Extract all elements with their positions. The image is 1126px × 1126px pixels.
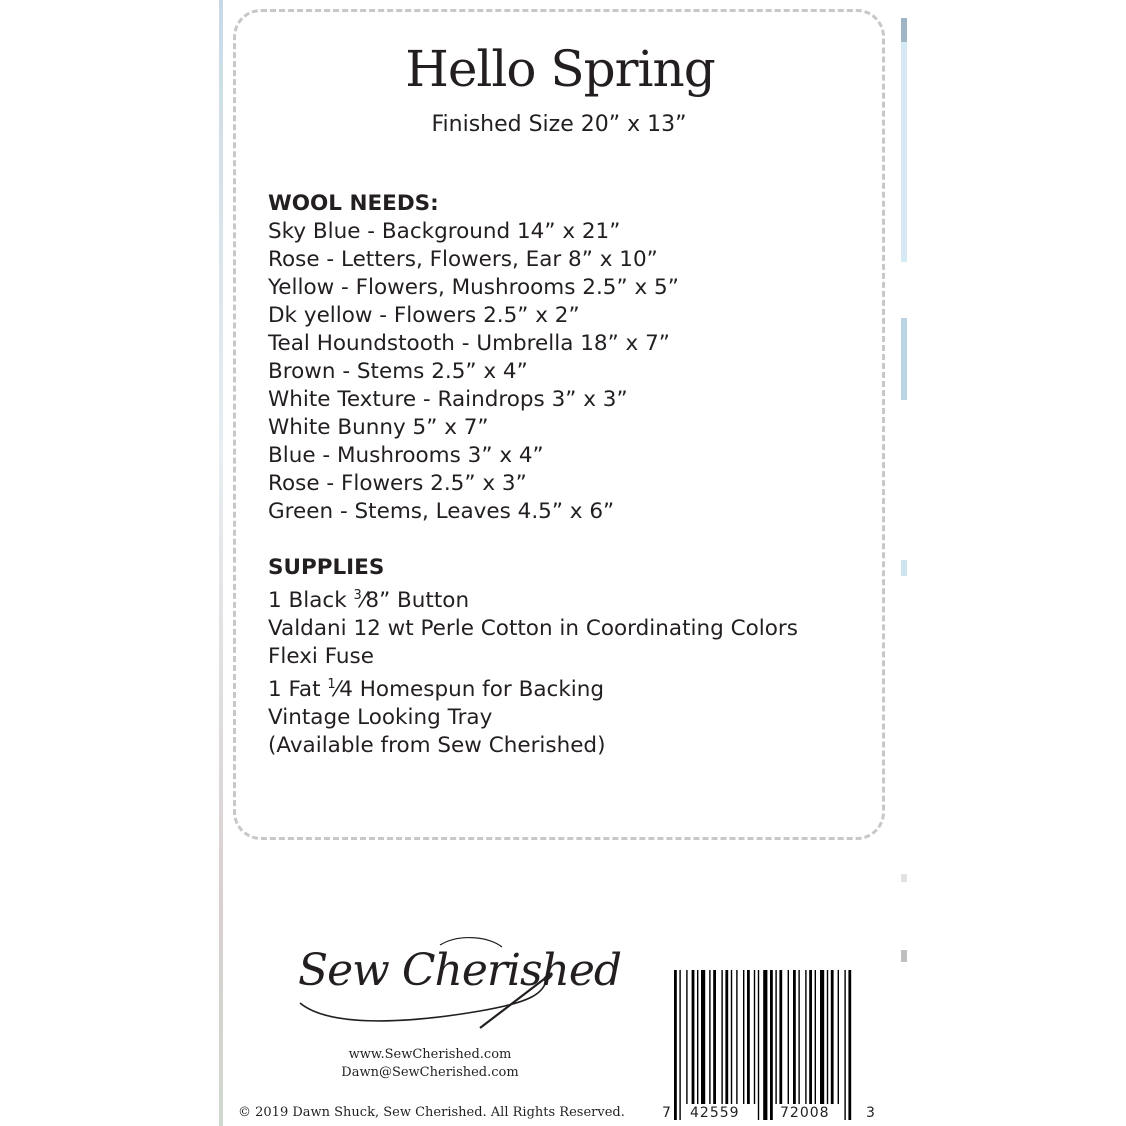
supply-text: 1 Fat bbox=[268, 677, 328, 703]
fraction-denominator: ⁄8” Button bbox=[361, 588, 470, 614]
sew-cherished-logo bbox=[290, 933, 622, 1033]
barcode-bar bbox=[815, 970, 816, 1104]
barcode-bar bbox=[779, 970, 782, 1104]
barcode-bar bbox=[736, 970, 737, 1104]
wool-item: White Bunny 5” x 7” bbox=[268, 415, 489, 440]
website-link: www.SewCherished.com bbox=[348, 1047, 512, 1062]
email-address: Dawn@SewCherished.com bbox=[341, 1065, 519, 1080]
barcode-bar bbox=[679, 970, 680, 1120]
wool-item: Yellow - Flowers, Mushrooms 2.5” x 5” bbox=[268, 275, 679, 300]
barcode-digits-right: 72008 bbox=[780, 1105, 830, 1121]
barcode-digit-last: 3 bbox=[866, 1105, 876, 1121]
supplies-heading: SUPPLIES bbox=[268, 555, 385, 580]
supply-item: Vintage Looking Tray bbox=[268, 705, 493, 731]
barcode-bar bbox=[743, 970, 744, 1104]
barcode-bar bbox=[701, 970, 705, 1104]
barcode-bar bbox=[763, 970, 767, 1120]
barcode-bar bbox=[844, 970, 845, 1120]
logo-wordmark: Sew Cherished bbox=[298, 945, 622, 996]
wool-item: Green - Stems, Leaves 4.5” x 6” bbox=[268, 499, 615, 524]
barcode-bar bbox=[686, 970, 687, 1104]
supply-item-fat-quarter bbox=[268, 671, 798, 704]
barcode-bar bbox=[848, 970, 851, 1120]
barcode-digits-left: 42559 bbox=[690, 1105, 740, 1121]
supply-item-button bbox=[268, 582, 798, 615]
barcode-bar bbox=[747, 970, 750, 1104]
pattern-title: Hello Spring bbox=[405, 40, 715, 98]
wool-item: Rose - Letters, Flowers, Ear 8” x 10” bbox=[268, 247, 658, 272]
barcode-bar bbox=[775, 970, 776, 1104]
barcode-bar bbox=[697, 970, 698, 1104]
barcode-bar bbox=[788, 970, 789, 1104]
wool-needs-section bbox=[268, 190, 679, 526]
wool-item: Dk yellow - Flowers 2.5” x 2” bbox=[268, 303, 580, 328]
right-page-edge bbox=[901, 0, 907, 1126]
barcode-bar bbox=[798, 970, 799, 1104]
barcode-bar bbox=[831, 970, 834, 1104]
barcode-bar bbox=[754, 970, 755, 1104]
barcode-bar bbox=[674, 970, 677, 1120]
supply-item: Flexi Fuse bbox=[268, 644, 374, 670]
left-page-edge bbox=[219, 0, 223, 1126]
copyright-notice: © 2019 Dawn Shuck, Sew Cherished. All Rights Reserved. bbox=[238, 1105, 625, 1120]
barcode-bar bbox=[692, 970, 695, 1104]
barcode-bar bbox=[725, 970, 728, 1104]
wool-item: Sky Blue - Background 14” x 21” bbox=[268, 219, 621, 244]
needle-swirl-icon bbox=[290, 933, 570, 1033]
finished-size: Finished Size 20” x 13” bbox=[431, 112, 687, 137]
upc-barcode bbox=[660, 966, 880, 1126]
barcode-bar bbox=[758, 970, 759, 1120]
wool-item: White Texture - Raindrops 3” x 3” bbox=[268, 387, 628, 412]
barcode-bar bbox=[838, 970, 839, 1104]
supply-item: (Available from Sew Cherished) bbox=[268, 733, 606, 759]
barcode-bar bbox=[793, 970, 796, 1104]
barcode-bar bbox=[709, 970, 710, 1104]
fraction-denominator: ⁄4 Homespun for Backing bbox=[335, 677, 605, 703]
barcode-bar bbox=[809, 970, 812, 1104]
wool-item: Brown - Stems 2.5” x 4” bbox=[268, 359, 528, 384]
fraction-numerator: 1 bbox=[327, 677, 336, 693]
barcode-bar bbox=[713, 970, 716, 1104]
wool-item: Teal Houndstooth - Umbrella 18” x 7” bbox=[268, 331, 670, 356]
wool-item: Rose - Flowers 2.5” x 3” bbox=[268, 471, 527, 496]
barcode-digit-first: 7 bbox=[662, 1105, 672, 1121]
fraction-numerator: 3 bbox=[353, 588, 362, 603]
barcode-bar bbox=[770, 970, 773, 1120]
barcode-bar bbox=[820, 970, 824, 1104]
supply-text: 1 Black bbox=[268, 588, 354, 614]
barcode-bar bbox=[805, 970, 806, 1104]
wool-needs-heading: WOOL NEEDS: bbox=[268, 191, 439, 216]
barcode-bar bbox=[721, 970, 722, 1104]
barcode-bar bbox=[827, 970, 828, 1104]
supply-item: Valdani 12 wt Perle Cotton in Coordinating Colors bbox=[268, 616, 798, 642]
barcode-bar bbox=[731, 970, 732, 1104]
wool-item: Blue - Mushrooms 3” x 4” bbox=[268, 443, 544, 468]
supplies-section bbox=[268, 554, 798, 760]
